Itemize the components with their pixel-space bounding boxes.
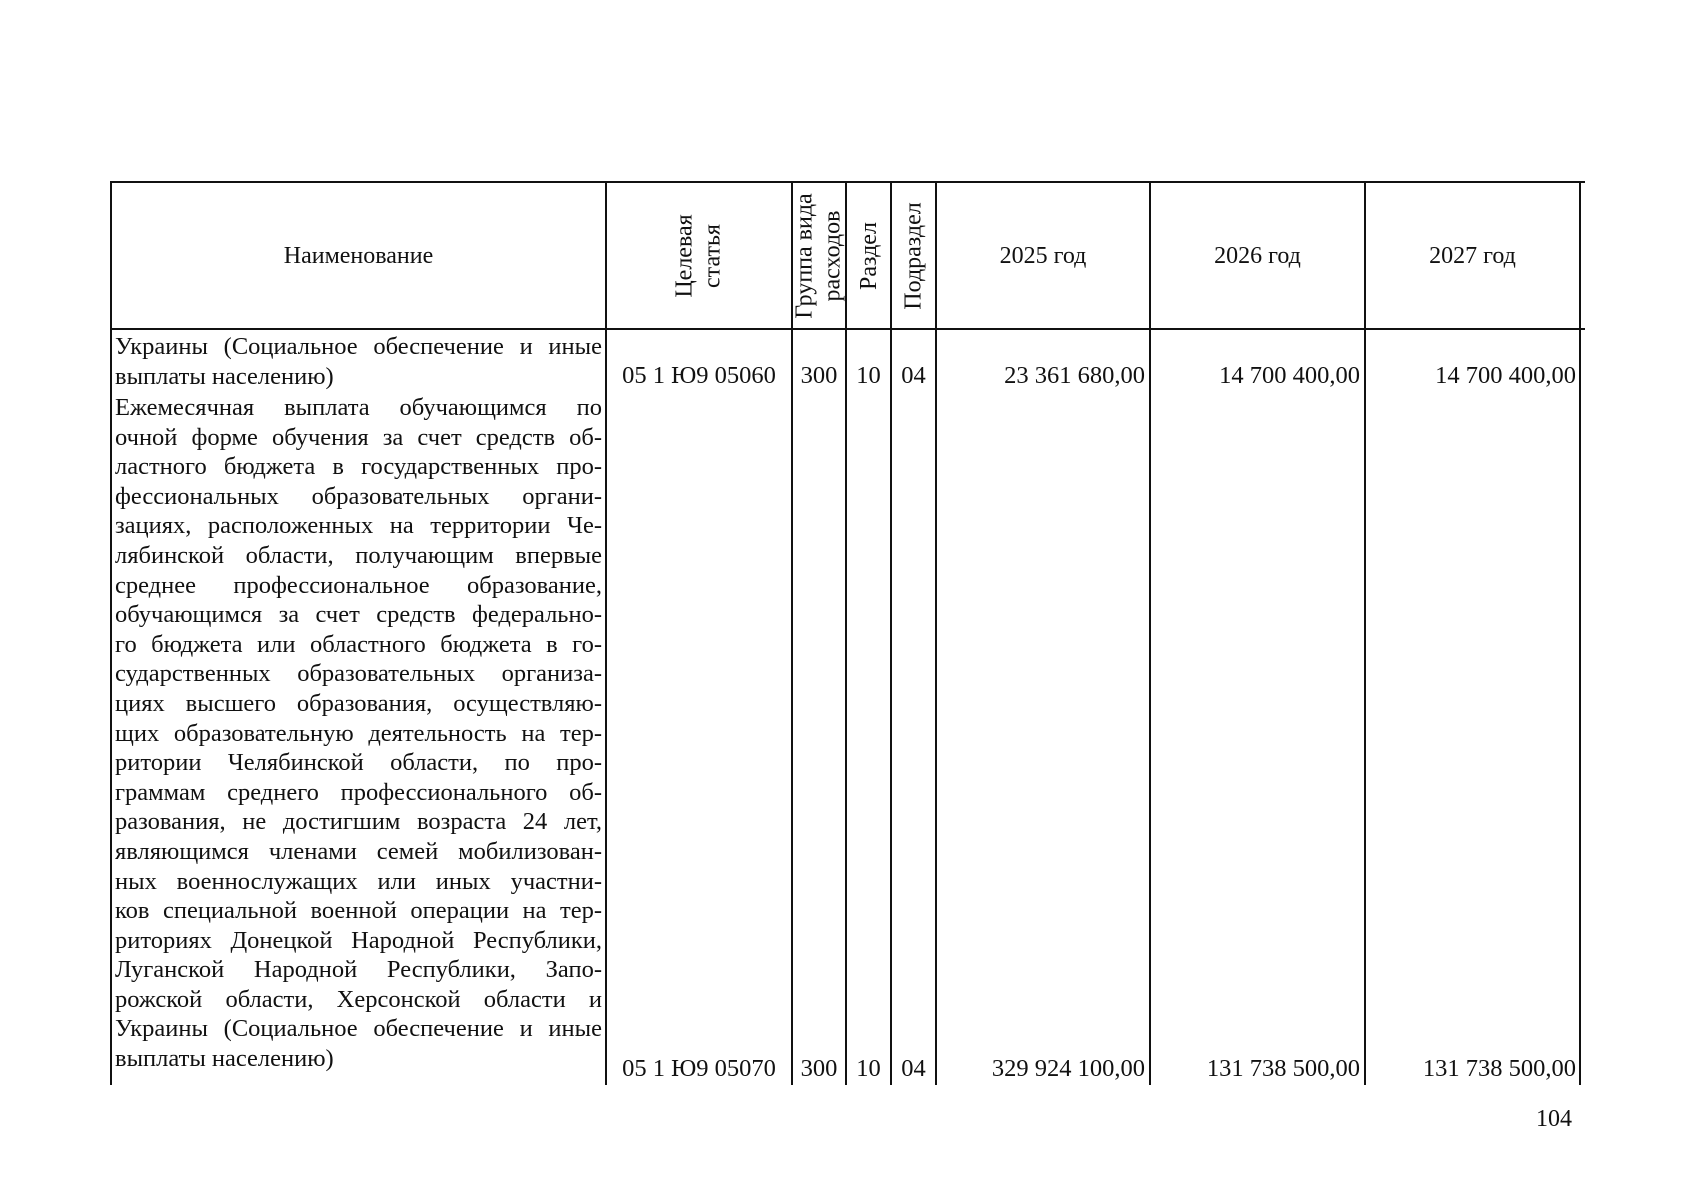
col-divider xyxy=(1579,181,1581,1085)
row2-subsection: 04 xyxy=(901,1055,926,1082)
row1-name-line: Украины (Социальное обеспечение и иные xyxy=(115,333,602,360)
header-expense-group xyxy=(793,183,845,328)
row1-subsection: 04 xyxy=(901,362,926,389)
row2-target-article: 05 1 Ю9 05070 xyxy=(622,1055,776,1082)
page-number: 104 xyxy=(1536,1106,1572,1132)
row2-name-line: выплаты населению) xyxy=(115,1045,334,1073)
row2-name-line: ластного бюджета в государственных про- xyxy=(115,453,602,481)
row2-name-line: фессиональных образовательных органи- xyxy=(115,482,602,510)
row2-name xyxy=(115,393,602,1074)
row2-name-line: Украины (Социальное обеспечение и иные xyxy=(115,1015,602,1043)
header-name: Наименование xyxy=(283,242,434,269)
row2-2027: 131 738 500,00 xyxy=(1422,1055,1576,1082)
header-2026: 2026 год xyxy=(1214,242,1301,269)
row2-name-line: рожской области, Херсонской области и xyxy=(115,985,602,1013)
row2-name-line: ритории Челябинской области, по про- xyxy=(115,749,602,777)
row1-expense-group: 300 xyxy=(800,362,838,389)
row2-name-line: лябинской области, получающим впервые xyxy=(115,541,602,569)
row2-name-line: го бюджета или областного бюджета в го- xyxy=(115,630,602,658)
row2-name-line: риториях Донецкой Народной Республики, xyxy=(115,926,602,954)
row2-name-line: циях высшего образования, осуществляю- xyxy=(115,689,602,717)
row1-name xyxy=(115,332,602,391)
row2-name-line: являющимся членами семей мобилизован- xyxy=(115,837,602,865)
header-2027: 2027 год xyxy=(1429,242,1516,269)
row1-2026: 14 700 400,00 xyxy=(1219,362,1360,389)
row1-name-line: выплаты населению) xyxy=(115,362,334,390)
row2-2026: 131 738 500,00 xyxy=(1206,1055,1360,1082)
header-expense-group-line2: расходов xyxy=(820,210,846,301)
row2-name-line: Луганской Народной Республики, Запо- xyxy=(115,956,602,984)
row2-name-line: зациях, расположенных на территории Че- xyxy=(115,512,602,540)
row2-name-line: ков специальной военной операции на тер- xyxy=(115,897,602,925)
row2-expense-group: 300 xyxy=(800,1055,838,1082)
header-target-article xyxy=(607,183,791,328)
row1-2027: 14 700 400,00 xyxy=(1435,362,1576,389)
header-subsection xyxy=(892,183,935,328)
row2-name-line: обучающимся за счет средств федерально- xyxy=(115,601,602,629)
header-subsection-label: Подраздел xyxy=(900,201,927,310)
row2-name-line: сударственных образовательных организа- xyxy=(115,660,602,688)
row2-name-line: среднее профессиональное образование, xyxy=(115,571,602,599)
header-expense-group-line1: Группа вида xyxy=(792,192,818,319)
row1-section: 10 xyxy=(856,362,881,389)
header-section-label: Раздел xyxy=(855,221,882,290)
row2-name-line: щих образовательную деятельность на тер- xyxy=(115,719,602,747)
header-2025: 2025 год xyxy=(999,242,1087,269)
row1-2025: 23 361 680,00 xyxy=(1004,362,1145,389)
row2-name-line: разования, не достигшим возраста 24 лет, xyxy=(115,808,602,836)
header-section xyxy=(847,183,890,328)
row1-target-article: 05 1 Ю9 05060 xyxy=(622,362,776,389)
row2-name-line: Ежемесячная выплата обучающимся по xyxy=(115,394,602,421)
row2-name-line: граммам среднего профессионального об- xyxy=(115,778,602,806)
row2-section: 10 xyxy=(856,1055,881,1082)
row2-2025: 329 924 100,00 xyxy=(991,1055,1145,1082)
row2-name-line: ных военнослужащих или иных участни- xyxy=(115,867,602,895)
header-target-article-line1: Целевая xyxy=(671,213,698,298)
row2-name-line: очной форме обучения за счет средств об- xyxy=(115,423,602,451)
header-target-article-line2: статья xyxy=(699,223,726,288)
